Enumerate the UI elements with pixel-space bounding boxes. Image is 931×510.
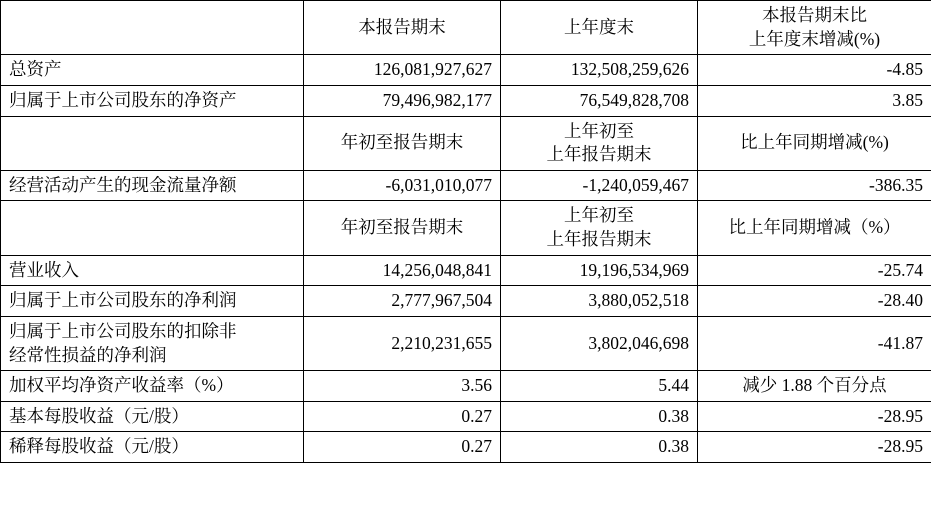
table-row	[1, 85, 931, 116]
table-header-row-2	[1, 116, 931, 170]
table-header-row-1	[1, 1, 931, 55]
row-label-line-2: 经常性损益的净利润	[9, 344, 167, 365]
row-label-net-profit-excl-nonrecurring	[1, 316, 304, 370]
row-value-operating-revenue-change: -25.74	[698, 255, 931, 286]
header-cell-yoy-change-2: 比上年同期增减（%）	[698, 201, 931, 255]
row-value-net-profit-current: 2,777,967,504	[304, 286, 501, 317]
header-cell-current-period-end: 本报告期末	[304, 1, 501, 55]
row-value-operating-cash-flow-current: -6,031,010,077	[304, 170, 501, 201]
table-row	[1, 401, 931, 432]
row-value-weighted-roe-previous: 5.44	[501, 371, 698, 402]
row-label-operating-cash-flow: 经营活动产生的现金流量净额	[1, 170, 304, 201]
row-label-basic-eps: 基本每股收益（元/股）	[1, 401, 304, 432]
header-cell-yoy-change-1: 比上年同期增减(%)	[698, 116, 931, 170]
header-cell-empty-1	[1, 1, 304, 55]
row-label-total-assets: 总资产	[1, 55, 304, 86]
row-value-net-assets-change: 3.85	[698, 85, 931, 116]
header-cell-change-percent-1	[698, 1, 931, 55]
row-value-operating-revenue-current: 14,256,048,841	[304, 255, 501, 286]
row-value-net-assets-current: 79,496,982,177	[304, 85, 501, 116]
row-label-diluted-eps: 稀释每股收益（元/股）	[1, 432, 304, 463]
header-change-line-1: 本报告期末比	[762, 5, 867, 25]
row-value-operating-cash-flow-change: -386.35	[698, 170, 931, 201]
header-change-line-2: 上年度末增减(%)	[748, 28, 881, 49]
row-value-total-assets-current: 126,081,927,627	[304, 55, 501, 86]
table-row	[1, 170, 931, 201]
header-prior-ytd-2-line-1: 上年初至	[564, 205, 634, 226]
row-value-weighted-roe-current: 3.56	[304, 371, 501, 402]
row-label-net-profit-attributable: 归属于上市公司股东的净利润	[1, 286, 304, 317]
row-value-basic-eps-change: -28.95	[698, 401, 931, 432]
row-value-net-profit-excl-current: 2,210,231,655	[304, 316, 501, 370]
header-cell-empty-2	[1, 116, 304, 170]
row-value-operating-cash-flow-previous: -1,240,059,467	[501, 170, 698, 201]
table-row	[1, 371, 931, 402]
table-row	[1, 286, 931, 317]
row-value-net-profit-excl-previous: 3,802,046,698	[501, 316, 698, 370]
row-value-net-profit-previous: 3,880,052,518	[501, 286, 698, 317]
table-row	[1, 316, 931, 370]
row-value-diluted-eps-change: -28.95	[698, 432, 931, 463]
header-prior-ytd-2-line-2: 上年报告期末	[546, 229, 652, 249]
header-cell-ytd-to-period-end-2: 年初至报告期末	[304, 201, 501, 255]
row-value-basic-eps-current: 0.27	[304, 401, 501, 432]
table-row	[1, 255, 931, 286]
header-cell-prior-ytd-1	[501, 116, 698, 170]
table-row	[1, 55, 931, 86]
header-cell-prior-ytd-2	[501, 201, 698, 255]
row-value-total-assets-change: -4.85	[698, 55, 931, 86]
row-value-weighted-roe-change: 减少 1.88 个百分点	[698, 371, 931, 402]
header-prior-ytd-line-1: 上年初至	[564, 120, 634, 141]
header-cell-empty-3	[1, 201, 304, 255]
header-prior-ytd-line-2: 上年报告期末	[546, 144, 652, 165]
table-header-row-3	[1, 201, 931, 255]
row-label-net-assets-attributable: 归属于上市公司股东的净资产	[1, 85, 304, 116]
row-value-basic-eps-previous: 0.38	[501, 401, 698, 432]
header-cell-ytd-to-period-end-1: 年初至报告期末	[304, 116, 501, 170]
header-cell-prior-year-end: 上年度末	[501, 1, 698, 55]
table-row	[1, 432, 931, 463]
row-label-weighted-roe: 加权平均净资产收益率（%）	[1, 371, 304, 402]
row-value-net-profit-excl-change: -41.87	[698, 316, 931, 370]
row-value-diluted-eps-current: 0.27	[304, 432, 501, 463]
row-label-line-1: 归属于上市公司股东的扣除非	[9, 320, 237, 341]
row-value-net-profit-change: -28.40	[698, 286, 931, 317]
row-value-operating-revenue-previous: 19,196,534,969	[501, 255, 698, 286]
row-label-operating-revenue: 营业收入	[1, 255, 304, 286]
row-value-total-assets-previous: 132,508,259,626	[501, 55, 698, 86]
row-value-diluted-eps-previous: 0.38	[501, 432, 698, 463]
row-value-net-assets-previous: 76,549,828,708	[501, 85, 698, 116]
